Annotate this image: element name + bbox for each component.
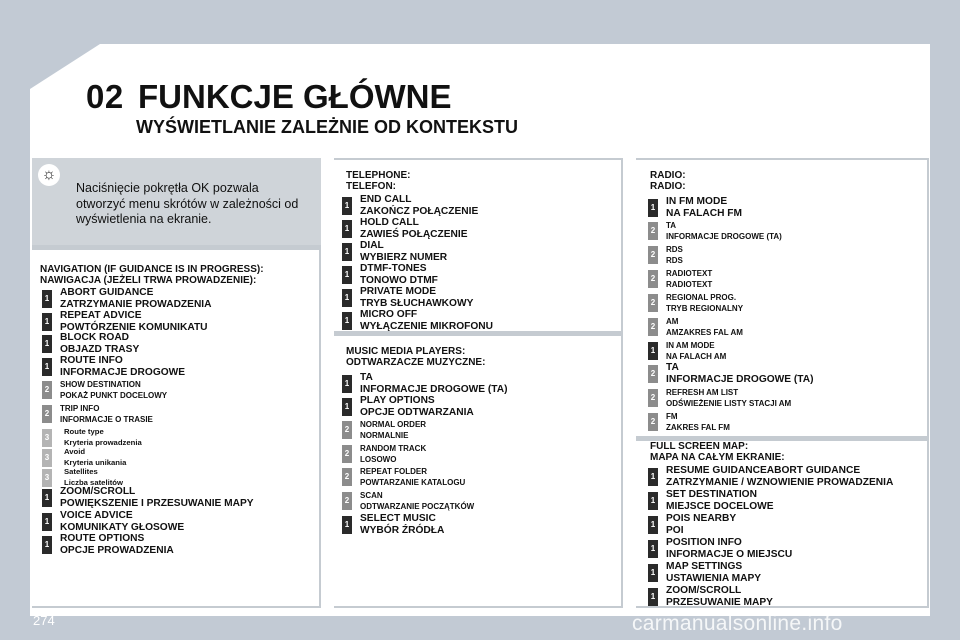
menu-item-text	[60, 403, 153, 425]
menu-item-label-en: MICRO OFF	[360, 309, 418, 320]
menu-item-text	[60, 533, 174, 557]
menu-level-badge: 1	[648, 492, 658, 510]
menu-item-label-en: TRIP INFO	[60, 404, 100, 413]
menu-level-badge: 1	[342, 220, 352, 238]
menu-item-text	[666, 489, 774, 513]
menu-level-badge: 2	[42, 381, 52, 399]
menu-level-badge: 2	[648, 270, 658, 288]
menu-item-label-en: POSITION INFO	[666, 537, 742, 548]
menu-item-label-en: ZOOM/SCROLL	[666, 585, 742, 596]
menu-item-label-en: HOLD CALL	[360, 217, 419, 228]
menu-item-text	[60, 355, 185, 379]
menu-item-label-pl: POWTÓRZENIE KOMUNIKATU	[60, 322, 208, 333]
menu-item-text	[360, 419, 426, 441]
radio-panel	[636, 160, 927, 436]
menu-item-text	[360, 194, 478, 218]
menu-item-label-en: REGIONAL PROG.	[666, 293, 737, 302]
music-heading-pl: ODTWARZACZE MUZYCZNE:	[346, 357, 486, 368]
menu-item-label-pl: TRYB REGIONALNY	[666, 304, 744, 313]
menu-level-badge: 1	[648, 199, 658, 217]
menu-level-badge: 1	[342, 312, 352, 330]
menu-item-label-en: RANDOM TRACK	[360, 444, 427, 453]
menu-item-text	[666, 537, 792, 561]
fullscreen-map-heading	[650, 441, 785, 463]
menu-level-badge: 1	[42, 313, 52, 331]
menu-item-label-pl: NA FALACH FM	[666, 208, 743, 219]
menu-item-text	[666, 244, 683, 266]
music-heading-en: MUSIC MEDIA PLAYERS:	[346, 346, 466, 357]
menu-item-label-pl: ZAKOŃCZ POŁĄCZENIE	[360, 206, 479, 217]
menu-item-label-pl: ZATRZYMANIE / WZNOWIENIE PROWADZENIA	[666, 477, 894, 488]
menu-level-badge: 1	[342, 266, 352, 284]
menu-item-label-en: AM	[666, 317, 679, 326]
menu-level-badge: 1	[342, 375, 352, 393]
menu-item-label-pl: ODTWARZANIE POCZĄTKÓW	[360, 502, 475, 511]
menu-item-label-en: RADIOTEXT	[666, 269, 713, 278]
menu-level-badge: 2	[342, 421, 352, 439]
menu-level-badge: 1	[42, 513, 52, 531]
menu-level-badge: 1	[648, 564, 658, 582]
menu-item-label-pl: WYBÓR ŹRÓDŁA	[360, 525, 445, 536]
music-panel	[334, 336, 621, 606]
menu-item-text	[666, 268, 712, 290]
menu-item-label-en: VOICE ADVICE	[60, 510, 133, 521]
menu-item-label-pl: INFORMACJE O MIEJSCU	[666, 549, 793, 560]
tip-text: Naciśnięcie pokrętła OK pozwala otworzyć menu skrótów w zależności od wyświetlenia na ekranie.	[76, 181, 299, 226]
telephone-heading	[346, 170, 410, 192]
menu-item-text	[60, 287, 211, 311]
menu-item-label-en: SHOW DESTINATION	[60, 380, 141, 389]
menu-item-label-en: RDS	[666, 245, 683, 254]
menu-item-label-en: TA	[666, 362, 679, 373]
menu-item-label-en: ABORT GUIDANCE	[60, 287, 154, 298]
menu-item-label-en: TA	[666, 221, 677, 230]
menu-item-label-pl: Liczba satelitów	[64, 477, 123, 487]
menu-item-text	[360, 309, 493, 333]
menu-item-label-pl: WYŁĄCZENIE MIKROFONU	[360, 321, 493, 332]
menu-item-label-en: DIAL	[360, 240, 384, 251]
menu-level-badge: 3	[42, 449, 52, 467]
menu-item-text	[666, 362, 814, 386]
menu-item-text	[60, 510, 184, 534]
menu-item-text	[60, 379, 167, 401]
menu-item-label-pl: MIEJSCE DOCELOWE	[666, 501, 774, 512]
menu-item-label-en: IN FM MODE	[666, 196, 728, 207]
menu-level-badge: 2	[342, 468, 352, 486]
menu-level-badge: 1	[648, 540, 658, 558]
menu-item-label-en: END CALL	[360, 194, 412, 205]
menu-item-text	[60, 486, 254, 510]
menu-item-label-pl: USTAWIENIA MAPY	[666, 573, 762, 584]
menu-item-label-en: BLOCK ROAD	[60, 332, 130, 343]
menu-item-text	[666, 561, 761, 585]
menu-item-text	[360, 372, 508, 396]
menu-item-text	[360, 395, 474, 419]
menu-item-label-pl: INFORMACJE O TRASIE	[60, 415, 153, 424]
menu-item-label-en: NORMAL ORDER	[360, 420, 427, 429]
menu-item-label-en: RESUME GUIDANCEABORT GUIDANCE	[666, 465, 861, 476]
menu-item-text	[360, 466, 465, 488]
menu-level-badge: 1	[42, 489, 52, 507]
menu-item-text	[64, 467, 123, 488]
menu-level-badge: 2	[648, 318, 658, 336]
menu-level-badge: 1	[42, 335, 52, 353]
telephone-heading-pl: TELEFON:	[346, 181, 396, 192]
menu-item-label-pl: AMZAKRES FAL AM	[666, 328, 743, 337]
menu-item-label-pl: NA FALACH AM	[666, 352, 727, 361]
menu-level-badge: 2	[342, 445, 352, 463]
menu-item-label-pl: POWTARZANIE KATALOGU	[360, 478, 466, 487]
radio-heading	[650, 170, 686, 192]
menu-item-text	[666, 220, 782, 242]
menu-item-text	[64, 447, 126, 468]
menu-item-label-pl: OBJAZD TRASY	[60, 344, 140, 355]
menu-item-label-en: Satellites	[64, 467, 98, 476]
sun-icon: ☼	[38, 164, 60, 186]
fullscreen-map-panel	[636, 441, 927, 606]
navigation-heading-en: NAVIGATION (IF GUIDANCE IS IN PROGRESS):	[40, 264, 264, 275]
menu-item-label-pl: ZAKRES FAL FM	[666, 423, 730, 432]
menu-item-text	[360, 286, 473, 310]
music-heading	[346, 346, 485, 368]
menu-item-label-en: SCAN	[360, 491, 383, 500]
menu-level-badge: 3	[42, 469, 52, 487]
menu-level-badge: 2	[648, 413, 658, 431]
menu-item-label-pl: INFORMACJE DROGOWE (TA)	[666, 232, 782, 241]
menu-item-text	[360, 490, 474, 512]
menu-level-badge: 1	[648, 516, 658, 534]
middle-column	[334, 158, 623, 608]
watermark: carmanualsonline.info	[632, 612, 843, 635]
telephone-panel	[334, 160, 621, 331]
menu-item-label-en: REPEAT FOLDER	[360, 467, 427, 476]
menu-item-text	[666, 465, 893, 489]
radio-heading-en: RADIO:	[650, 170, 686, 181]
menu-item-label-pl: TRYB SŁUCHAWKOWY	[360, 298, 474, 309]
menu-level-badge: 1	[342, 516, 352, 534]
menu-level-badge: 1	[342, 398, 352, 416]
menu-item-text	[666, 292, 743, 314]
menu-item-text	[60, 310, 208, 334]
menu-item-label-en: FM	[666, 412, 678, 421]
menu-item-label-pl: OPCJE PROWADZENIA	[60, 545, 174, 556]
menu-level-badge: 1	[42, 536, 52, 554]
menu-level-badge: 2	[648, 294, 658, 312]
menu-level-badge: 2	[648, 222, 658, 240]
menu-item-label-en: MAP SETTINGS	[666, 561, 743, 572]
menu-item-label-en: REFRESH AM LIST	[666, 388, 739, 397]
page-number: 274	[33, 613, 55, 628]
menu-level-badge: 2	[648, 365, 658, 383]
menu-level-badge: 1	[42, 290, 52, 308]
menu-item-label-pl: WYBIERZ NUMER	[360, 252, 448, 263]
menu-item-text	[666, 585, 773, 609]
menu-item-label-en: ROUTE OPTIONS	[60, 533, 145, 544]
menu-item-label-en: Avoid	[64, 447, 86, 456]
menu-item-label-en: ZOOM/SCROLL	[60, 486, 136, 497]
menu-item-label-pl: ZATRZYMANIE PROWADZENIA	[60, 299, 212, 310]
menu-item-label-en: PLAY OPTIONS	[360, 395, 435, 406]
menu-item-label-pl: POI	[666, 525, 684, 536]
telephone-heading-en: TELEPHONE:	[346, 170, 411, 181]
menu-level-badge: 1	[648, 588, 658, 606]
menu-item-text	[60, 332, 139, 356]
menu-item-label-pl: RDS	[666, 256, 683, 265]
menu-item-label-en: REPEAT ADVICE	[60, 310, 142, 321]
menu-item-label-pl: INFORMACJE DROGOWE	[60, 367, 186, 378]
menu-item-text	[666, 513, 736, 537]
menu-item-label-pl: TONOWO DTMF	[360, 275, 438, 286]
chapter-subtitle: WYŚWIETLANIE ZALEŻNIE OD KONTEKSTU	[136, 117, 518, 137]
menu-item-text	[666, 387, 791, 409]
menu-item-label-en: DTMF-TONES	[360, 263, 427, 274]
navigation-panel	[32, 250, 319, 606]
menu-item-label-pl: LOSOWO	[360, 455, 397, 464]
menu-level-badge: 2	[648, 246, 658, 264]
menu-item-text	[666, 316, 743, 338]
menu-item-text	[666, 411, 730, 433]
menu-item-text	[360, 263, 438, 287]
tip-box	[32, 158, 321, 245]
menu-item-label-pl: RADIOTEXT	[666, 280, 713, 289]
menu-item-label-en: SET DESTINATION	[666, 489, 757, 500]
menu-item-text	[64, 427, 142, 448]
menu-item-text	[666, 340, 726, 362]
menu-item-text	[360, 513, 444, 537]
menu-level-badge: 1	[342, 197, 352, 215]
menu-item-label-en: Route type	[64, 427, 104, 436]
menu-level-badge: 3	[42, 429, 52, 447]
menu-item-label-en: POIS NEARBY	[666, 513, 737, 524]
right-column	[636, 158, 929, 608]
menu-item-label-en: SELECT MUSIC	[360, 513, 436, 524]
fullscreen-map-heading-pl: MAPA NA CAŁYM EKRANIE:	[650, 452, 785, 463]
radio-heading-pl: RADIO:	[650, 181, 686, 192]
fullscreen-map-heading-en: FULL SCREEN MAP:	[650, 441, 749, 452]
menu-item-label-en: ROUTE INFO	[60, 355, 123, 366]
navigation-heading-pl: NAWIGACJA (JEŻELI TRWA PROWADZENIE):	[40, 275, 257, 286]
menu-item-label-en: TA	[360, 372, 373, 383]
menu-item-text	[360, 443, 426, 465]
menu-item-label-pl: OPCJE ODTWARZANIA	[360, 407, 474, 418]
menu-level-badge: 1	[42, 358, 52, 376]
menu-item-label-pl: POWIĘKSZENIE I PRZESUWANIE MAPY	[60, 498, 254, 509]
menu-level-badge: 2	[648, 389, 658, 407]
menu-item-label-en: PRIVATE MODE	[360, 286, 437, 297]
menu-level-badge: 1	[648, 342, 658, 360]
menu-item-label-pl: INFORMACJE DROGOWE (TA)	[360, 384, 508, 395]
menu-item-label-pl: KOMUNIKATY GŁOSOWE	[60, 522, 185, 533]
menu-level-badge: 2	[342, 492, 352, 510]
menu-level-badge: 1	[342, 289, 352, 307]
menu-item-text	[666, 196, 742, 220]
left-column	[32, 158, 321, 608]
menu-item-label-pl: ODŚWIEŻENIE LISTY STACJI AM	[666, 399, 792, 408]
menu-item-label-pl: Kryteria unikania	[64, 457, 127, 467]
menu-item-label-en: IN AM MODE	[666, 341, 715, 350]
menu-item-label-pl: ZAWIEŚ POŁĄCZENIE	[360, 229, 468, 240]
menu-item-text	[360, 217, 468, 241]
chapter-number: 02	[86, 78, 124, 115]
menu-level-badge: 1	[648, 468, 658, 486]
menu-item-label-pl: INFORMACJE DROGOWE (TA)	[666, 374, 814, 385]
menu-item-label-pl: Kryteria prowadzenia	[64, 437, 142, 447]
navigation-heading	[40, 264, 264, 286]
menu-item-label-pl: NORMALNIE	[360, 431, 409, 440]
chapter-title: FUNKCJE GŁÓWNE	[138, 78, 452, 115]
menu-item-label-pl: POKAŻ PUNKT DOCELOWY	[60, 391, 168, 400]
menu-item-text	[360, 240, 447, 264]
menu-level-badge: 1	[342, 243, 352, 261]
menu-item-label-pl: PRZESUWANIE MAPY	[666, 597, 773, 608]
menu-level-badge: 2	[42, 405, 52, 423]
